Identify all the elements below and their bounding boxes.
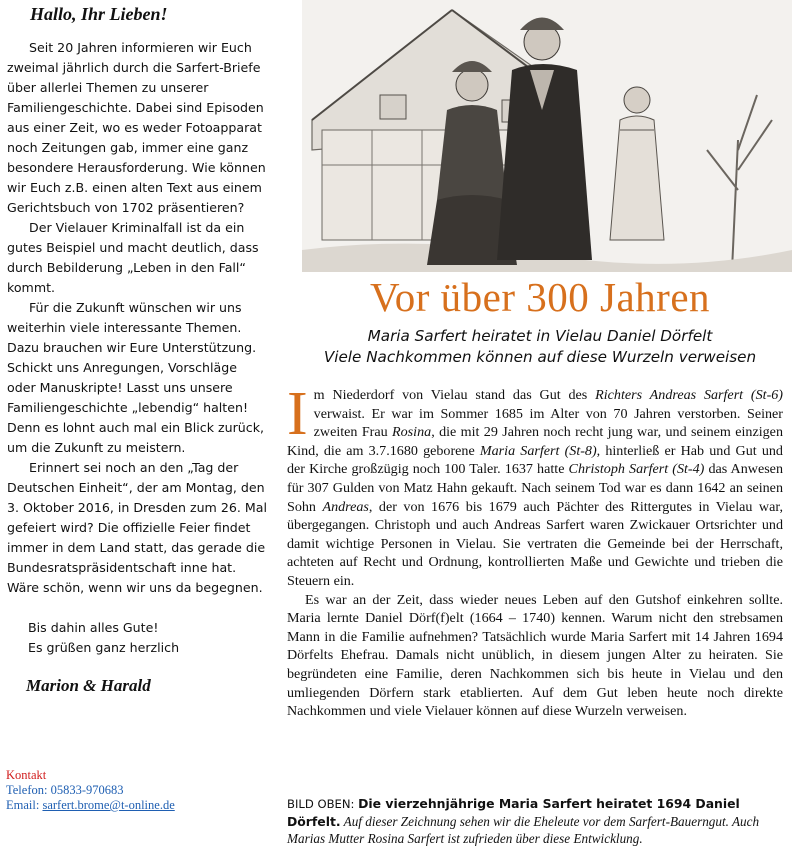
- letter-paragraph: Erinnert sei noch an den „Tag der Deutschen Einheit“, der am Montag, den 3. Oktober 2016, in Dresden zum 26. Mal gefeiert wird? Die offizielle Feier findet immer in dem Land statt, das gerade die Bundesratspräsidentschaft inne hat. Wäre schön, wenn wir uns da begegnen.: [7, 460, 267, 595]
- image-caption: [287, 795, 787, 847]
- caption-bold: Die vierzehnjährige Maria Sarfert heiratet 1694 Daniel Dörfelt.: [287, 796, 740, 829]
- email-label: Email:: [6, 798, 43, 812]
- article-paragraph-1: [287, 380, 784, 591]
- article-headline: Vor über 300 Jahren: [369, 274, 711, 320]
- text-run-italic: Andreas: [322, 498, 369, 515]
- email-link[interactable]: sarfert.brome@t-online.de: [42, 798, 175, 812]
- letter-column: [6, 2, 268, 696]
- letter-greeting: Hallo, Ihr Lieben!: [30, 4, 168, 24]
- text-run: , hinterließ er Hab und Gut und der Kirche großzügig noch 100 Taler. 1637 hatte: [287, 442, 783, 478]
- text-run-italic: Richters Andreas Sarfert (St-6): [595, 387, 784, 403]
- article-illustration: [302, 0, 792, 272]
- contact-block: [6, 768, 266, 813]
- letter-closing: [6, 618, 268, 658]
- pencil-drawing-illustration: [302, 0, 792, 272]
- text-run: , die mit 29 Jahren noch recht jung war, und seinem einzigen Kind, die am 3.7.1680 geborene: [287, 424, 783, 459]
- text-run: das Anwesen für 307 Gulden von Matz Hahn gekauft. Nach seinem Tod war es dann 1642 an seinen Sohn: [287, 461, 783, 515]
- letter-paragraph: Seit 20 Jahren informieren wir Euch zweimal jährlich durch die Sarfert-Briefe über allerlei Themen zu unserer Familiengeschichte. Dabei sind Episoden aus einer Zeit, wo es weder Fotoapparat noch Zeitungen gab, immer eine ganz besondere Herausforderung. Wie können wir Euch z.B. einen alten Text aus einem Gerichtsbuch von 1702 präsentieren?: [7, 40, 266, 215]
- article-paragraph-2: Es war an der Zeit, dass wieder neues Leben auf den Gutshof einkehren sollte. Maria lernte Daniel Dörf(f)elt (1664 – 1740) kennen. Warum nicht den strebsamen Mann in die Familie aufnehmen? Tatsächlich wurde Maria Sarfert mit 14 Jahren 1694 Dörfelts Ehefrau. Damals nicht unüblich, in diesem jungen Alter zu heiraten. Sie begründeten eine Familie, deren Nachkommen sich bis heute in Vielau und den umliegenden Dörfern stark etablierten. Auf dem Gut leben heute noch direkte Nachkommen und viele Vielauer können auf diese Wurzeln verweisen.: [287, 591, 783, 720]
- article-body: [287, 380, 784, 721]
- caption-label: BILD OBEN:: [287, 797, 359, 811]
- closing-line: Es grüßen ganz herzlich: [28, 640, 180, 655]
- letter-signature: Marion & Harald: [26, 676, 151, 695]
- subtitle-line-1: Maria Sarfert heiratet in Vielau Daniel Dörfelt: [367, 327, 713, 345]
- closing-line: Bis dahin alles Gute!: [28, 620, 159, 635]
- letter-paragraph: Der Vielauer Kriminalfall ist da ein gutes Beispiel und macht deutlich, dass durch Bebilderung „Leben in den Fall“ kommt.: [7, 220, 259, 295]
- text-run: , der von 1676 bis 1679 auch Pächter des Rittergutes in Vielau war, übergegangen. Christoph und auch Andreas Sarfert waren Zwickauer Ortsrichter und damit wichtige Personen in Vielau. Sie vertraten die Gemeinde bei der Herrschaft, achteten auf Recht und Ordnung, kontrollierten Maße und Gewichte und trieben die Steuern ein.: [287, 498, 783, 589]
- text-run-italic: Christoph Sarfert (St-4): [568, 461, 705, 478]
- contact-label: Kontakt: [6, 768, 47, 782]
- text-run: verwaist. Er war im Sommer 1685 im Alter von 70 Jahren verstorben. Seiner zweiten Frau: [313, 405, 783, 441]
- contact-email-line: [6, 798, 266, 813]
- letter-paragraph: Für die Zukunft wünschen wir uns weiterhin viele interessante Themen. Dazu brauchen wir Eure Unterstützung. Schickt uns Anregungen, Vorschläge oder Manuskripte! Lasst uns unsere Familiengeschichte „lebendig“ halten! Denn es lohnt auch mal ein Blick zurück, um die Zukunft zu meistern.: [7, 300, 264, 455]
- drop-cap: I: [287, 380, 308, 448]
- text-run-italic: Rosina: [392, 424, 432, 441]
- text-run-italic: Maria Sarfert (St-8): [479, 442, 597, 459]
- caption-italic: Auf dieser Zeichnung sehen wir die Eheleute vor dem Sarfert-Bauerngut. Auch Marias Mutter Rosina Sarfert ist zufrieden über diese Entwicklung.: [287, 814, 760, 846]
- contact-phone: Telefon: 05833-970683: [6, 783, 124, 797]
- subtitle-line-2: Viele Nachkommen können auf diese Wurzeln verweisen: [323, 348, 757, 366]
- article-subtitle: [290, 326, 790, 368]
- text-run: m Niederdorf von Vielau stand das Gut des: [313, 387, 596, 403]
